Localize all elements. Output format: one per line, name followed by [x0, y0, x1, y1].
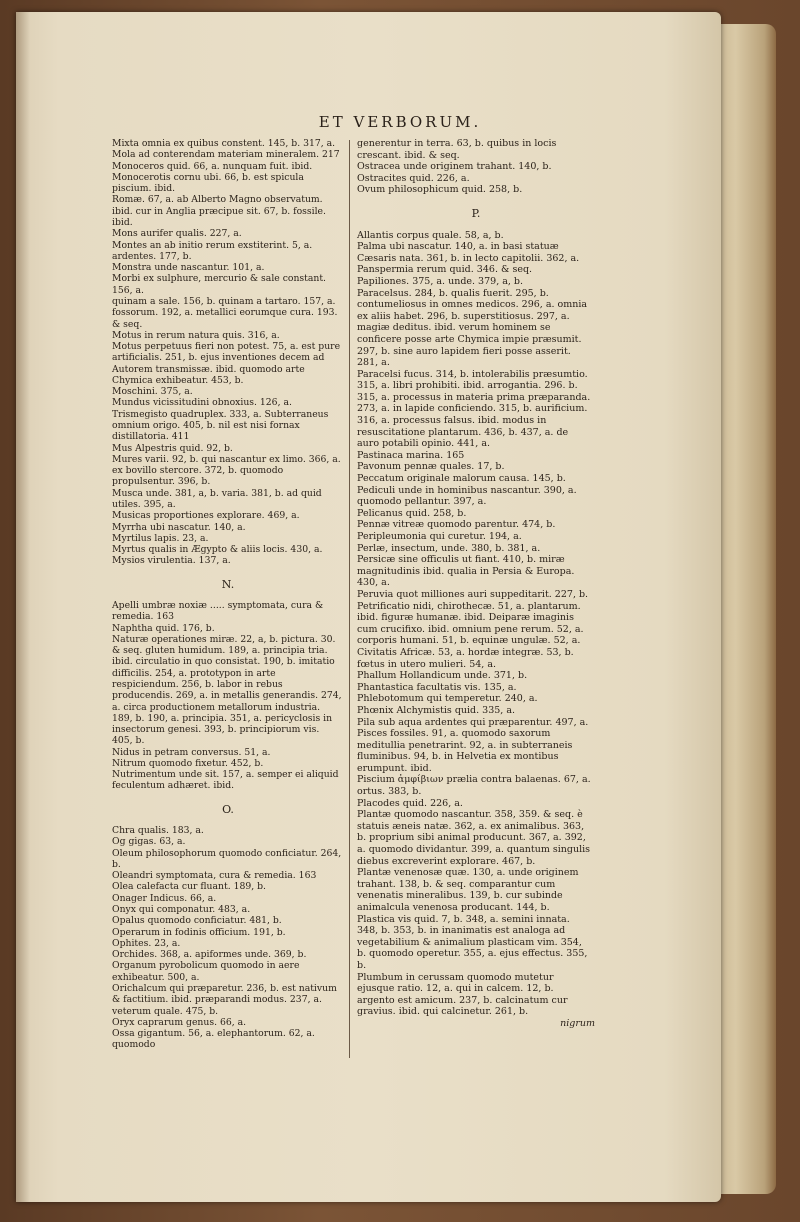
index-entry: Phlebotomum qui temperetur. 240, a.	[357, 693, 538, 705]
section-letter-p: P.	[471, 206, 481, 220]
page-header: ET VERBORUM.	[318, 113, 482, 131]
index-entry: Nitrum quomodo fixetur. 452, b.	[112, 757, 264, 769]
index-entry: Ovum philosophicum quid. 258, b.	[357, 184, 523, 196]
index-entry: Romæ. 67, a. ab Alberto Magno observatum.	[112, 194, 323, 206]
index-entry: Peripleumonia qui curetur. 194, a.	[357, 531, 522, 542]
index-entry: Nidus in petram conversus. 51, a.	[112, 746, 271, 758]
index-entry: generentur in terra. 63, b. quibus in locis crescant. ibid. & seq.	[357, 138, 557, 161]
index-entry: Palma ubi nascatur. 140, a. in basi statuæ Cæsaris nata. 361, b. in lecto capitolii. 362, a.	[357, 241, 580, 264]
index-entry: Peccatum originale malorum causa. 145, b.	[357, 473, 566, 485]
index-entry: Myrrha ubi nascatur. 140, a.	[112, 521, 246, 533]
index-entry: Myrtilus lapis. 23, a.	[112, 532, 209, 544]
index-entry: Papiliones. 375, a. unde. 379, a, b.	[357, 275, 524, 287]
index-entry: Ostracites quid. 226, a.	[357, 172, 470, 184]
index-entry: Motus in rerum natura quis. 316, a.	[112, 329, 280, 341]
index-entry: Phallum Hollandicum unde. 371, b.	[357, 670, 528, 682]
index-entry: Og gigas. 63, a.	[112, 836, 186, 848]
index-entry: Ophites. 23, a.	[112, 937, 181, 949]
gutter-shadow	[16, 12, 30, 1202]
index-entry: Monoceros quid. 66, a. nunquam fuit. ibid.	[112, 160, 313, 172]
index-entry: Perlæ, insectum, unde. 380, b. 381, a.	[357, 542, 541, 554]
index-entry: Ostracea unde originem trahant. 140, b.	[357, 161, 552, 173]
entries-n	[112, 600, 344, 792]
index-entry: Plantæ venenosæ quæ. 130, a. unde originem trahant. 138, b. & seq. comparantur cum venenatis mineralibus. 139, b. cur subinde animalcula venenosa producant. 144, b.	[357, 867, 579, 913]
index-entry: Operarum in fodinis officium. 191, b.	[112, 926, 286, 938]
section-letter-n: N.	[221, 577, 235, 591]
index-entry: Naturæ operationes miræ. 22, a, b. pictura. 30. & seq. gluten humidum. 189, a. principia tria. ibid. circulatio in quo consistat. 190, b. imitatio difficilis. 254, a. prototypon in arte respiciendum. 256, b. labor in rebus producendis. 269, a. in metallis generandis. 274, a. circa productionem metallorum industria. 189, b. 190, a. principia. 351, a. pericyclosis in insectorum genesi. 393, b. principiorum vis. 405, b.	[112, 633, 342, 747]
index-entry: Naphtha quid. 176, b.	[112, 622, 215, 634]
index-entry: Orchides. 368, a. apiformes unde. 369, b.	[112, 949, 307, 961]
index-entry: Mundus vicissitudini obnoxius. 126, a. Trismegisto quadruplex. 333, a. Subterraneus omnium origo. 405, b. nil est nisi fornax distillatoria. 411	[112, 397, 329, 443]
index-entry: Pila sub aqua ardentes qui præparentur. 497, a.	[357, 716, 589, 728]
index-entry: Plastica vis quid. 7, b. 348, a. semini innata. 348, b. 353, b. in inanimatis est analoga ad vegetabilium & animalium plasticam vim. 354, b. quomodo operetur. 355, a. ejus effectus. 355, b.	[357, 913, 588, 971]
index-entry: Opalus quomodo conficiatur. 481, b.	[112, 915, 282, 927]
index-entry: Musicas proportiones explorare. 469, a.	[112, 510, 300, 522]
index-entry: Petrificatio nidi, chirothecæ. 51, a. plantarum. ibid. figuræ humanæ. ibid. Deiparæ imaginis cum crucifixo. ibid. omnium pene rerum. 52, a. corporis humani. 51, b. equinæ ungulæ. 52, a. Civitatis Africæ. 53, a. hordæ integræ. 53, b. fœtus in utero mulieri. 54, a.	[357, 600, 584, 670]
index-entry: Mola ad conterendam materiam mineralem. 217	[112, 149, 340, 161]
index-entry: Plantæ quomodo nascantur. 358, 359. & seq. è statuis æneis natæ. 362, a. ex animalibus. 363, b. proprium sibi animal producunt. 367, a. 392, a. quomodo dividantur. 399, a. quantum singulis diebus excreverint explorare. 467, b.	[357, 809, 591, 867]
entries-o	[112, 825, 344, 1051]
index-entry: Peruvia quot milliones auri suppeditarit. 227, b.	[357, 588, 589, 600]
index-entry: Myrtus qualis in Ægypto & aliis locis. 430, a.	[112, 544, 323, 556]
index-entry: Phœnix Alchymistis quid. 335, a.	[357, 704, 516, 716]
index-entry: quinam a sale. 156, b. quinam a tartaro. 157, a. fossorum. 192, a. metallici eorumque cura. 193. & seq.	[112, 295, 338, 330]
left-column	[112, 138, 344, 1051]
index-entry: Mixta omnia ex quibus constent. 145, b. 317, a.	[112, 138, 336, 149]
index-entry: Monocerotis cornu ubi. 66, b. est spicula piscium. ibid.	[112, 171, 304, 195]
page-edges	[718, 24, 776, 1194]
index-entry: Moschini. 375, a.	[112, 386, 193, 398]
entries-o-continued	[357, 138, 595, 196]
index-entry: Montes an ab initio rerum exstiterint. 5, a. ardentes. 177, b.	[112, 239, 313, 262]
section-letter-o: O.	[222, 802, 234, 816]
index-entry: Musca unde. 381, a, b. varia. 381, b. ad quid utiles. 395, a.	[112, 487, 322, 510]
index-entry: Chra qualis. 183, a.	[112, 825, 204, 837]
index-entry: Pavonum pennæ quales. 17, b.	[357, 461, 505, 473]
index-entry: Olea calefacta cur fluant. 189, b.	[112, 881, 266, 893]
entries-m	[112, 138, 344, 567]
index-entry: Paracelsus. 284, b. qualis fuerit. 295, b. contumeliosus in omnes medicos. 296, a. omnia ex aliis habet. 296, b. superstitiosus. 297, a. magiæ deditus. ibid. verum hominem se conficere posse arte Chymica impie præsumit. 297, b. sine auro lapidem fieri posse asserit. 281, a.	[357, 287, 588, 369]
index-entry: Pennæ vitreæ quomodo parentur. 474, b.	[357, 519, 556, 531]
right-column	[357, 138, 595, 1030]
index-entry: Oleandri symptomata, cura & remedia. 163	[112, 870, 317, 882]
index-entry: Pelicanus quid. 258, b.	[357, 507, 467, 519]
index-entry: Mures varii. 92, b. qui nascantur ex limo. 366, a. ex bovillo stercore. 372, b. quomodo propulsentur. 396, b.	[112, 453, 341, 488]
index-entry: Persicæ sine officulis ut fiant. 410, b. miræ magnitudinis ibid. qualia in Persia & Europa. 430, a.	[357, 554, 575, 589]
index-entry: Pediculi unde in hominibus nascantur. 390, a. quomodo pellantur. 397, a.	[357, 484, 577, 508]
index-entry: Onyx qui componatur. 483, a.	[112, 904, 251, 915]
index-entry: Oleum philosophorum quomodo conficiatur. 264, b.	[112, 847, 342, 870]
index-entry: Phantastica facultatis vis. 135, a.	[357, 681, 517, 693]
index-entry: Panspermia rerum quid. 346. & seq.	[357, 264, 533, 276]
index-entry: Plumbum in cerussam quomodo mutetur ejusque ratio. 12, a. qui in calcem. 12, b. argento est amicum. 237, b. calcinatum cur gravius. ibid. qui calcinetur. 261, b.	[357, 971, 568, 1018]
index-entry: Morbi ex sulphure, mercurio & sale constant. 156, a.	[112, 273, 326, 296]
index-entry: Orichalcum qui præparetur. 236, b. est nativum & factitium. ibid. præparandi modus. 237, a. veterum quale. 475, b.	[112, 982, 337, 1017]
index-entry: Organum pyrobolicum quomodo in aere exhibeatur. 500, a.	[112, 960, 300, 983]
index-entry: Pastinaca marina. 165	[357, 449, 465, 461]
index-entry: Onager Indicus. 66, a.	[112, 892, 217, 904]
catchword: nigrum	[560, 1017, 595, 1029]
index-entry: Oryx caprarum genus. 66, a.	[112, 1016, 247, 1028]
index-entry: Mus Alpestris quid. 92, b.	[112, 442, 233, 454]
index-entry: Paracelsi fucus. 314, b. intolerabilis præsumtio. 315, a. libri prohibiti. ibid. arrogantia. 296. b. 315, a. processus in materia prima præparanda. 273, a. in lapide conficiendo. 315, b. aurificium. 316, a. processus falsus. ibid. modus in resuscitatione plantarum. 436, b. 437, a. de auro potabili opinio. 441, a.	[357, 368, 591, 450]
index-entry: Apelli umbræ noxiæ ..... symptomata, cura & remedia. 163	[112, 599, 324, 623]
index-entry: Monstra unde nascantur. 101, a.	[112, 262, 265, 274]
index-entry: Allantis corpus quale. 58, a, b.	[357, 229, 504, 241]
index-entry: Ossa gigantum. 56, a. elephantorum. 62, a. quomodo	[112, 1028, 315, 1051]
index-entry: Mysios virulentia. 137, a.	[112, 555, 231, 567]
index-entry: Piscium ἀμφίβιων prælia contra balaenas. 67, a. ortus. 383, b.	[357, 774, 591, 798]
index-entry: Motus perpetuus fieri non potest. 75, a. est pure artificialis. 251, b. ejus inventiones decem ad Autorem transmissæ. ibid. quomodo arte Chymica exhibeatur. 453, b.	[112, 341, 341, 386]
column-rule	[349, 140, 350, 1058]
index-entry: Placodes quid. 226, a.	[357, 797, 463, 809]
index-entry: Pisces fossiles. 91, a. quomodo saxorum meditullia penetrarint. 92, a. in subterraneis fluminibus. 94, b. in Helvetia ex montibus erumpunt. ibid.	[357, 728, 573, 774]
index-entry: Mons aurifer qualis. 227, a.	[112, 228, 242, 240]
entries-p	[357, 230, 595, 1018]
index-entry: Nutrimentum unde sit. 157, a. semper ei aliquid feculentum adhæret. ibid.	[112, 769, 339, 792]
index-entry: ibid. cur in Anglia præcipue sit. 67, b. fossile. ibid.	[112, 205, 326, 228]
